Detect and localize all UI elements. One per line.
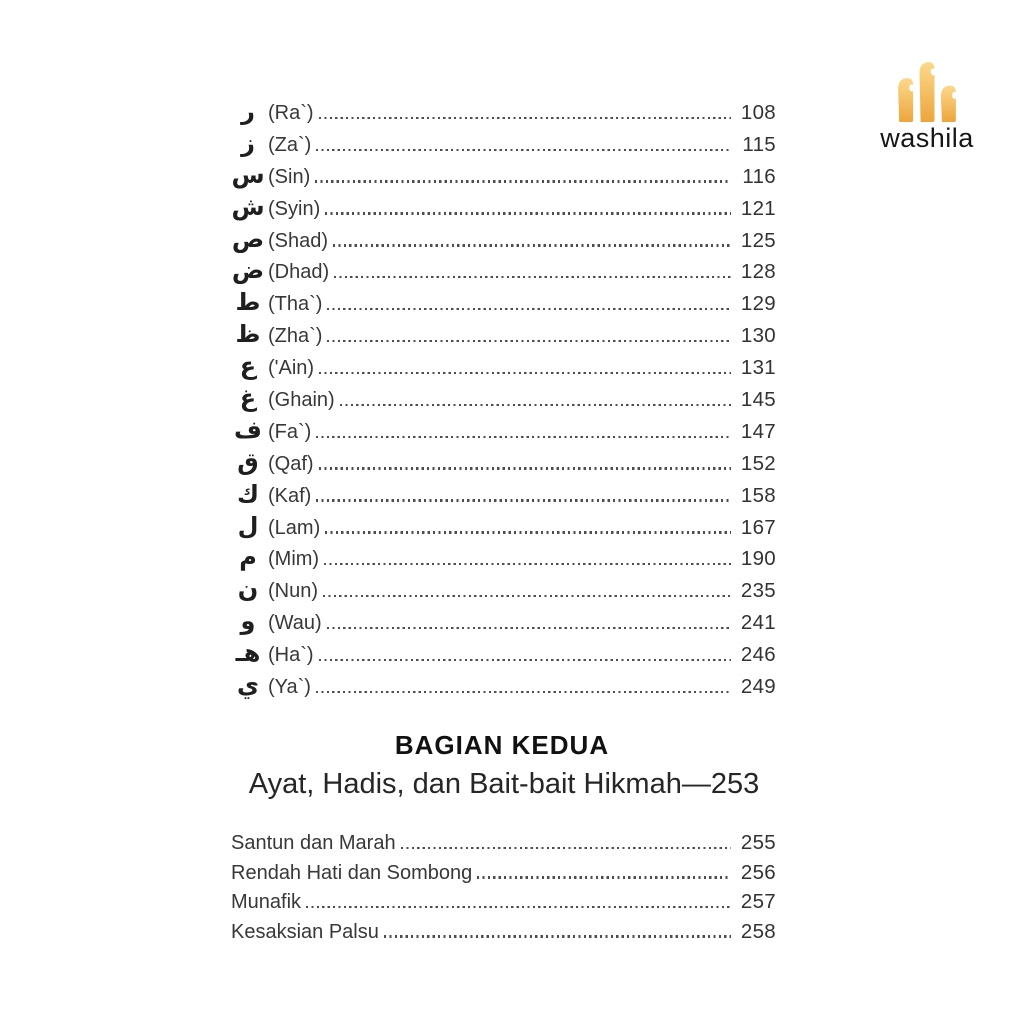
- arabic-letter: ظ: [235, 320, 261, 349]
- entry-page-number: 131: [740, 356, 776, 380]
- dot-leader: [316, 149, 731, 151]
- toc-row: [228, 99, 776, 131]
- toc-row: [228, 386, 776, 418]
- entry-label: ('Ain): [268, 357, 315, 380]
- entry-page-number: 258: [740, 919, 776, 943]
- entry-page-number: 128: [740, 260, 776, 284]
- dot-leader: [327, 340, 731, 342]
- dot-leader: [401, 847, 731, 849]
- arabic-letter: ي: [237, 671, 259, 700]
- toc-row: [228, 128, 776, 163]
- toc-row: [228, 609, 776, 641]
- entry-page-number: 255: [740, 831, 776, 854]
- arabic-letter: و: [240, 607, 256, 636]
- arabic-letter: س: [231, 160, 265, 189]
- arabic-letter: ن: [237, 575, 259, 604]
- dot-leader: [306, 906, 731, 908]
- washila-logo: [870, 60, 984, 154]
- dot-leader: [384, 935, 731, 937]
- dot-leader: [327, 308, 731, 310]
- entry-label: (Fa`): [268, 420, 312, 443]
- entry-label: (Ya`): [268, 676, 311, 699]
- toc-row: [228, 160, 776, 195]
- entry-label: (Za`): [268, 133, 312, 156]
- entry-label: (Qaf): [268, 452, 314, 475]
- entry-page-number: 241: [740, 611, 776, 635]
- dot-leader: [340, 404, 731, 406]
- entry-label: (Ha`): [268, 644, 314, 667]
- dot-leader: [319, 117, 731, 119]
- arabic-letter: ر: [241, 97, 255, 125]
- entry-label: (Zha`): [268, 325, 323, 348]
- toc-row: [231, 890, 776, 920]
- arabic-letter: ك: [237, 479, 259, 508]
- toc-row: [228, 192, 776, 227]
- entry-page-number: 257: [740, 890, 776, 913]
- dot-leader: [325, 212, 731, 214]
- entry-page-number: 145: [740, 388, 776, 412]
- arabic-letter: ز: [241, 128, 255, 157]
- dot-leader: [316, 691, 731, 693]
- entry-label: (Sin): [268, 165, 311, 188]
- dot-leader: [316, 436, 731, 438]
- dot-leader: [316, 499, 731, 501]
- entry-page-number: 147: [740, 419, 776, 443]
- dot-leader: [315, 180, 731, 182]
- entry-label: Santun dan Marah: [231, 832, 396, 854]
- letter-toc-list: [228, 99, 776, 705]
- toc-row: [228, 479, 776, 514]
- entry-page-number: 116: [742, 164, 776, 188]
- toc-row: [228, 641, 776, 673]
- entry-page-number: 152: [740, 451, 776, 475]
- arabic-letter: ع: [239, 352, 257, 381]
- dot-leader: [323, 595, 731, 597]
- arabic-letter: هـ: [235, 639, 261, 668]
- entry-page-number: 115: [742, 132, 776, 156]
- entry-page-number: 158: [740, 483, 776, 507]
- dot-leader: [325, 531, 731, 533]
- arabic-letter: غ: [239, 384, 257, 413]
- dot-leader: [319, 659, 731, 661]
- entry-page-number: 246: [740, 643, 776, 667]
- toc-row: [228, 322, 776, 354]
- toc-row: [228, 415, 776, 450]
- entry-label: (Tha`): [268, 293, 323, 316]
- entry-page-number: 129: [740, 292, 776, 316]
- entry-page-number: 256: [740, 860, 776, 884]
- arabic-letter: م: [239, 543, 257, 572]
- arabic-letter: ش: [231, 192, 265, 221]
- entry-page-number: 249: [740, 675, 776, 699]
- toc-row: [228, 224, 776, 259]
- entry-label: (Ghain): [268, 389, 335, 412]
- entry-label: (Wau): [268, 612, 322, 635]
- arabic-letter: ف: [234, 415, 262, 444]
- topic-toc-list: [231, 831, 776, 949]
- entry-label: (Syin): [268, 197, 321, 220]
- toc-row: [228, 290, 776, 322]
- dot-leader: [334, 276, 731, 278]
- entry-label: (Mim): [268, 548, 320, 571]
- dot-leader: [333, 244, 731, 246]
- entry-label: (Shad): [268, 229, 329, 252]
- entry-page-number: 108: [740, 101, 776, 124]
- toc-row: [231, 920, 776, 950]
- toc-row: [228, 447, 776, 482]
- toc-row: [228, 258, 776, 290]
- entry-label: (Nun): [268, 580, 319, 603]
- toc-row: [231, 861, 776, 891]
- toc-row: [228, 354, 776, 386]
- dot-leader: [319, 372, 731, 374]
- entry-label: Munafik: [231, 891, 302, 913]
- entry-label: (Dhad): [268, 261, 330, 284]
- toc-row: [231, 831, 776, 861]
- toc-row: [228, 545, 776, 577]
- arabic-letter: ض: [231, 256, 265, 285]
- arabic-letter: ط: [235, 288, 261, 317]
- entry-label: (Kaf): [268, 484, 312, 507]
- entry-label: Kesaksian Palsu: [231, 920, 379, 943]
- entry-page-number: 167: [740, 515, 776, 539]
- dot-leader: [319, 467, 731, 469]
- entry-page-number: 190: [740, 547, 776, 571]
- washila-logo-icon: [898, 60, 956, 122]
- entry-page-number: 235: [740, 579, 776, 603]
- entry-label: Rendah Hati dan Sombong: [231, 861, 473, 884]
- arabic-letter: ل: [237, 511, 259, 540]
- entry-label: (Lam): [268, 516, 321, 539]
- entry-page-number: 130: [740, 324, 776, 348]
- entry-page-number: 125: [740, 228, 776, 252]
- arabic-letter: ص: [231, 224, 265, 253]
- dot-leader: [324, 563, 731, 565]
- entry-page-number: 121: [740, 196, 776, 220]
- toc-row: [228, 673, 776, 705]
- washila-brand-text: washila: [880, 123, 974, 153]
- entry-label: (Ra`): [268, 102, 314, 124]
- section-subtitle: Ayat, Hadis, dan Bait-bait Hikmah—253: [248, 768, 760, 800]
- dot-leader: [327, 627, 731, 629]
- toc-row: [228, 577, 776, 609]
- section-title: BAGIAN KEDUA: [394, 730, 610, 760]
- toc-row: [228, 511, 776, 546]
- arabic-letter: ق: [237, 447, 259, 476]
- dot-leader: [477, 876, 731, 878]
